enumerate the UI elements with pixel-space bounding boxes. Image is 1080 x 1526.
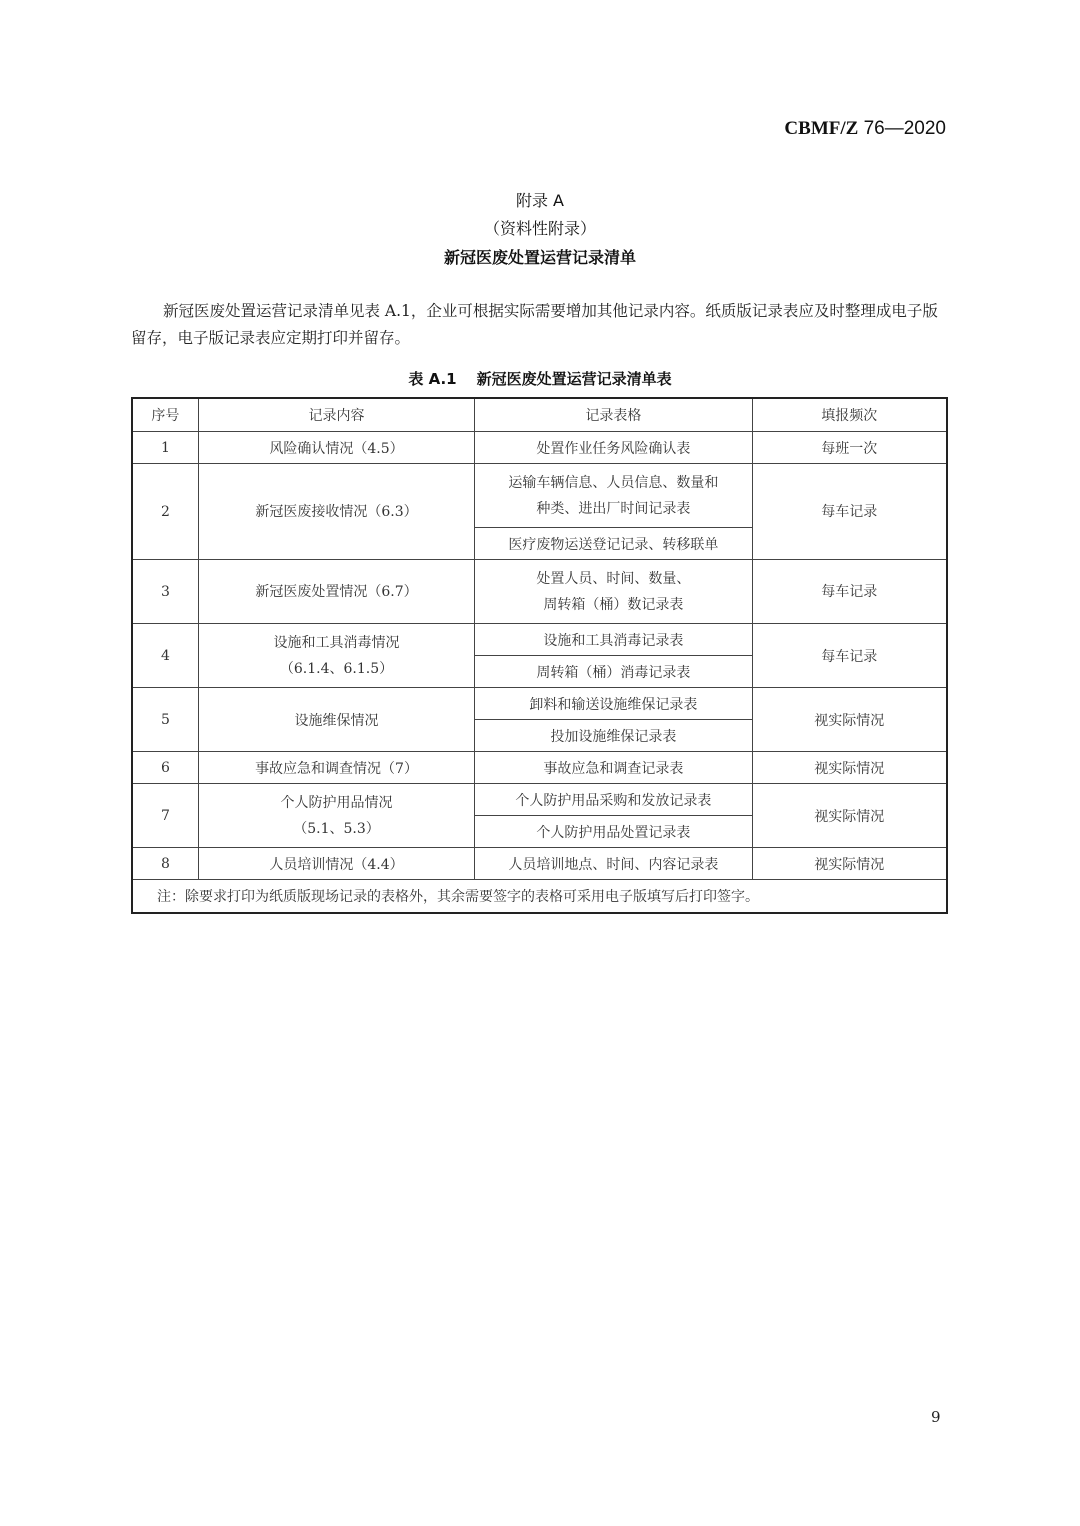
row-form-line: 种类、进出厂时间记录表 (536, 500, 691, 517)
row-form (475, 464, 752, 528)
standard-code (784, 118, 946, 140)
table-row (132, 432, 947, 464)
row-content: 风险确认情况（4.5） (198, 432, 474, 464)
row-no: 6 (132, 752, 198, 784)
row-frequency: 视实际情况 (752, 784, 947, 848)
table-caption (0, 368, 1080, 389)
header-forms: 记录表格 (475, 398, 752, 432)
row-content: 新冠医废接收情况（6.3） (198, 464, 474, 560)
row-frequency: 每车记录 (752, 560, 947, 624)
row-form: 投加设施维保记录表 (475, 720, 752, 752)
row-content-line: （5.1、5.3） (293, 820, 380, 837)
row-content-line: 设施和工具消毒情况 (273, 634, 400, 651)
intro-paragraph (131, 298, 949, 352)
row-no: 5 (132, 688, 198, 752)
row-frequency: 视实际情况 (752, 688, 947, 752)
row-content (198, 624, 474, 688)
table-row (132, 464, 947, 528)
row-content (198, 784, 474, 848)
row-no: 4 (132, 624, 198, 688)
row-form: 周转箱（桶）消毒记录表 (475, 656, 752, 688)
header-no: 序号 (132, 398, 198, 432)
table-row (132, 784, 947, 816)
row-content: 人员培训情况（4.4） (198, 848, 474, 880)
row-content: 设施维保情况 (198, 688, 474, 752)
row-form: 人员培训地点、时间、内容记录表 (475, 848, 752, 880)
row-content-line: 个人防护用品情况 (280, 794, 393, 811)
row-frequency: 视实际情况 (752, 848, 947, 880)
row-no: 7 (132, 784, 198, 848)
table-row (132, 624, 947, 656)
header-frequency: 填报频次 (752, 398, 947, 432)
table-note: 注：除要求打印为纸质版现场记录的表格外，其余需要签字的表格可采用电子版填写后打印签字。 (132, 880, 947, 914)
row-form-line: 处置人员、时间、数量、 (536, 570, 691, 587)
record-list-table (131, 397, 948, 914)
table-header-row (132, 398, 947, 432)
table-row (132, 560, 947, 624)
row-frequency: 视实际情况 (752, 752, 947, 784)
row-no: 2 (132, 464, 198, 560)
row-form: 处置作业任务风险确认表 (475, 432, 752, 464)
row-no: 8 (132, 848, 198, 880)
row-form (475, 560, 752, 624)
row-content: 事故应急和调查情况（7） (198, 752, 474, 784)
standard-code-number: 76—2020 (858, 118, 946, 139)
row-form: 个人防护用品采购和发放记录表 (475, 784, 752, 816)
row-content-line: （6.1.4、6.1.5） (279, 660, 394, 677)
table-note-row (132, 880, 947, 914)
table-row (132, 688, 947, 720)
row-form: 卸料和输送设施维保记录表 (475, 688, 752, 720)
row-frequency: 每车记录 (752, 464, 947, 560)
row-content: 新冠医废处置情况（6.7） (198, 560, 474, 624)
row-form-line: 运输车辆信息、人员信息、数量和 (508, 474, 719, 491)
appendix-name: 新冠医废处置运营记录清单 (443, 248, 636, 267)
intro-text: 新冠医废处置运营记录清单见表 A.1，企业可根据实际需要增加其他记录内容。纸质版记录表应及时整理成电子版留存，电子版记录表应定期打印并留存。 (131, 302, 938, 347)
row-form: 设施和工具消毒记录表 (475, 624, 752, 656)
row-no: 1 (132, 432, 198, 464)
appendix-title: 附录 A (515, 191, 565, 210)
table-caption-number: 表 A.1 (408, 370, 457, 388)
row-form: 个人防护用品处置记录表 (475, 816, 752, 848)
row-form: 医疗废物运送登记记录、转移联单 (475, 528, 752, 560)
table-caption-title: 新冠医废处置运营记录清单表 (476, 370, 672, 388)
row-form-line: 周转箱（桶）数记录表 (543, 596, 684, 613)
row-frequency: 每车记录 (752, 624, 947, 688)
row-no: 3 (132, 560, 198, 624)
table-row (132, 752, 947, 784)
page-number: 9 (931, 1408, 941, 1426)
header-content: 记录内容 (198, 398, 474, 432)
standard-code-prefix: CBMF/Z (784, 118, 859, 139)
row-form: 事故应急和调查记录表 (475, 752, 752, 784)
row-frequency: 每班一次 (752, 432, 947, 464)
appendix-subtitle: （资料性附录） (483, 219, 596, 238)
table-row (132, 848, 947, 880)
